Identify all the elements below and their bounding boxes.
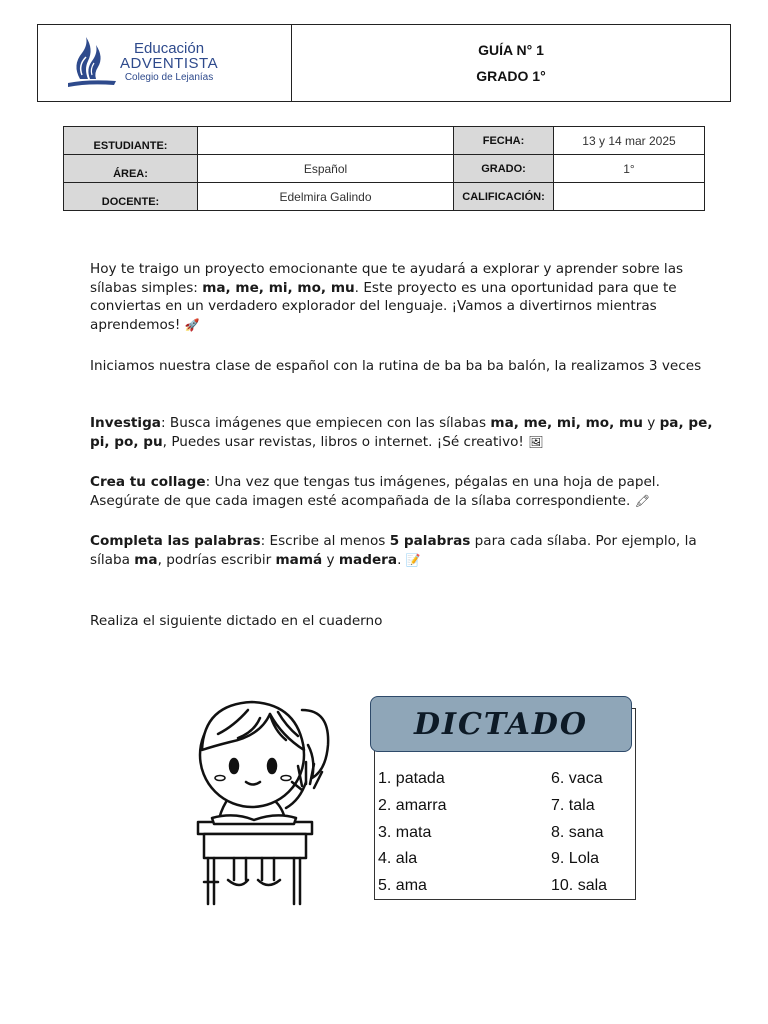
intro-syllables: ma, me, mi, mo, mu [202, 279, 355, 296]
list-item: 4. ala [378, 850, 418, 868]
investiga-text: : Busca imágenes que empiecen con las sílabas [160, 415, 491, 431]
list-item: 2. amarra [378, 796, 447, 814]
estudiante-label: ESTUDIANTE: [64, 127, 198, 155]
dictation-list-left [378, 766, 446, 900]
area-value: Español [198, 155, 454, 183]
example-syllable: ma [134, 551, 158, 568]
list-item: 6. vaca [551, 770, 603, 787]
rocket-icon: 🚀 [184, 317, 200, 332]
guide-grade: GRADO 1° [476, 68, 546, 84]
fecha-label: FECHA: [454, 127, 554, 155]
docente-value: Edelmira Galindo [198, 183, 454, 211]
intro-paragraph [90, 260, 726, 334]
estudiante-field[interactable] [198, 127, 454, 155]
fecha-value: 13 y 14 mar 2025 [554, 127, 705, 155]
guide-title [292, 25, 730, 101]
completa-text-3: , podrías escribir [157, 551, 276, 568]
logo-line-2: ADVENTISTA [120, 55, 219, 72]
picture-icon: 🖼 [528, 434, 544, 449]
list-item: 7. tala [551, 796, 595, 814]
logo-text [120, 41, 218, 84]
list-item: 9. Lola [551, 850, 600, 868]
logo-line-1: Educación [134, 40, 205, 57]
five-words: 5 palabras [389, 533, 471, 549]
table-row [64, 155, 705, 183]
calificacion-field[interactable] [554, 183, 705, 211]
collage-text: : Una vez que tengas tus imágenes, pégalas en una hoja de papel. Asegúrate de que cada imagen esté acompañada de la sílaba correspondiente. [90, 474, 660, 509]
completa-text-2: para cada sílaba. Por ejemplo, la sílaba [90, 533, 697, 568]
list-item: 1. patada [378, 770, 445, 787]
list-item: 3. mata [378, 823, 432, 841]
calificacion-label: CALIFICACIÓN: [454, 183, 554, 211]
dictation-title: DICTADO [413, 706, 589, 742]
dictation-banner [370, 696, 632, 752]
investiga-text-cont: , Puedes usar revistas, libros o internet. ¡Sé creativo! [162, 433, 529, 450]
logo-line-3: Colegio de Lejanías [124, 72, 214, 83]
conjunction: y [642, 415, 660, 431]
investiga-paragraph [90, 414, 726, 451]
list-item: 10. sala [551, 877, 608, 895]
intro-text-cont: . Este proyecto es una oportunidad para que te conviertas en un verdadero explorador del lenguaje. ¡Vamos a divertirnos mientras aprendemos! [90, 279, 677, 333]
example-word-2: madera [338, 551, 398, 568]
syllables-p: pa, pe, pi, po, pu [90, 415, 713, 450]
table-row [64, 127, 705, 155]
investiga-label: Investiga [90, 415, 161, 431]
student-info-table [63, 126, 705, 211]
routine-paragraph: Iniciamos nuestra clase de español con la rutina de ba ba ba balón, la realizamos 3 veces [90, 358, 702, 374]
conjunction-2: y [322, 551, 339, 568]
completa-paragraph [90, 532, 726, 569]
guide-number: GUÍA N° 1 [478, 42, 544, 58]
crayon-icon: 🖍 [634, 493, 650, 508]
syllables-m: ma, me, mi, mo, mu [490, 415, 643, 431]
example-word-1: mamá [275, 551, 323, 568]
collage-paragraph [90, 473, 726, 510]
intro-text: Hoy te traigo un proyecto emocionante que te ayudará a explorar y aprender sobre las sílabas simples: [90, 261, 684, 296]
area-label: ÁREA: [64, 155, 198, 183]
completa-text: : Escribe al menos [260, 533, 390, 549]
list-item: 5. ama [378, 877, 427, 895]
period: . [397, 551, 406, 568]
child-at-desk-illustration [190, 690, 340, 910]
logo-cell [38, 25, 292, 101]
memo-icon: 📝 [405, 552, 421, 567]
list-item: 8. sana [551, 823, 604, 841]
grado-value: 1° [554, 155, 705, 183]
dictation-list-right [551, 766, 607, 900]
dictation-instruction: Realiza el siguiente dictado en el cuaderno [90, 613, 383, 629]
table-row [64, 183, 705, 211]
grado-label: GRADO: [454, 155, 554, 183]
docente-label: DOCENTE: [64, 183, 198, 211]
collage-label: Crea tu collage [90, 474, 206, 490]
completa-label: Completa las palabras [90, 533, 261, 549]
document-header [37, 24, 731, 102]
adventist-logo-icon [58, 35, 118, 91]
